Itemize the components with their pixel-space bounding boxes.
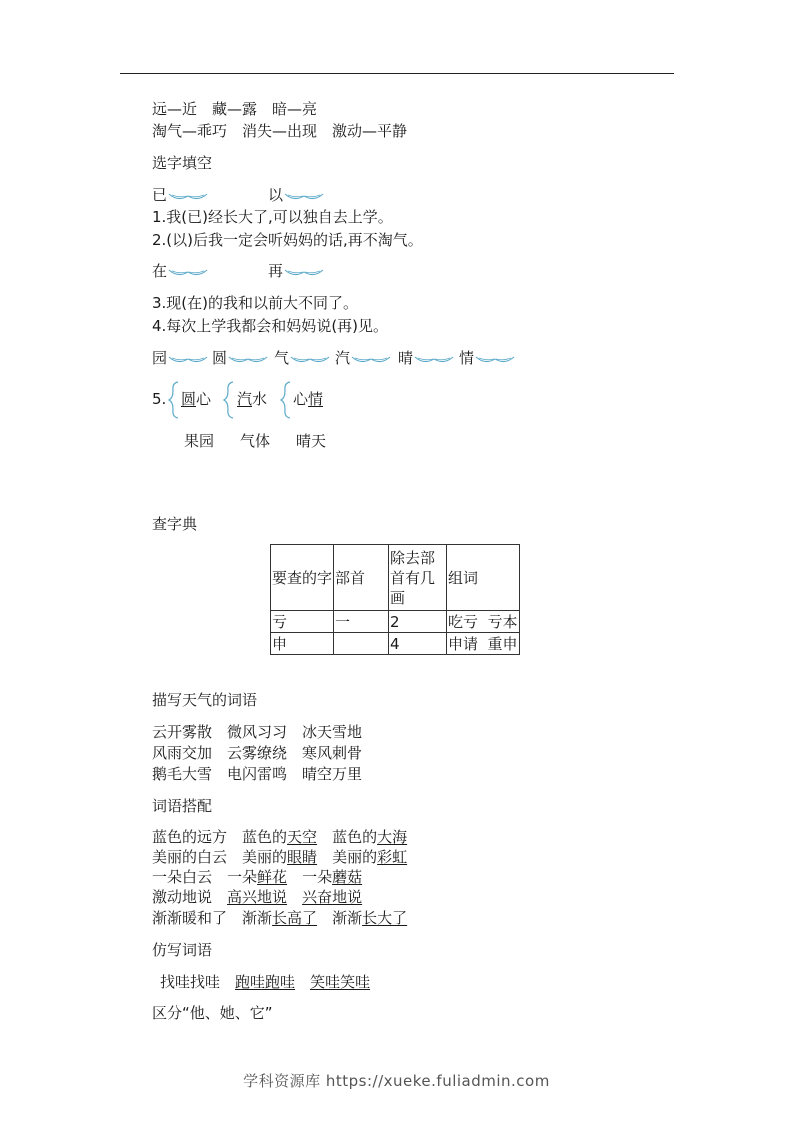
- char-group-1-a: 已: [152, 185, 208, 205]
- char-group-3-item: 圆: [212, 348, 268, 368]
- table-cell: 吃亏 亏本: [448, 612, 518, 631]
- weather-line: 云开雾散 微风习习 冰天雪地: [152, 723, 363, 741]
- weather-line: 鹅毛大雪 电闪雷鸣 晴空万里: [152, 765, 363, 783]
- leaf-blank-icon: [284, 190, 324, 202]
- section-heading-imitate: 仿写词语: [152, 941, 213, 959]
- footer-watermark: 学科资源库 https://xueke.fuliadmin.com: [243, 1072, 550, 1090]
- table-row: [271, 633, 520, 655]
- leaf-blank-icon: [168, 190, 208, 202]
- pair-1-bottom: 果园: [184, 432, 215, 450]
- pair-2-top: 汽水: [237, 390, 268, 408]
- weather-line: 风雨交加 云雾缭绕 寒风刺骨: [152, 744, 363, 762]
- char-group-3-item: 晴: [398, 348, 454, 368]
- section-heading-dictionary: 查字典: [152, 515, 198, 533]
- leaf-blank-icon: [290, 353, 330, 365]
- pair-2-bottom: 气体: [240, 432, 271, 450]
- collocation-line-5: 渐渐暖和了 渐渐长高了 渐渐长大了: [152, 909, 408, 927]
- leaf-blank-icon: [414, 353, 454, 365]
- collocation-line-3: 一朵白云 一朵鲜花 一朵蘑菇: [152, 868, 363, 886]
- table-cell: 申: [271, 633, 334, 655]
- table-cell: 一: [334, 611, 389, 633]
- imitate-line: 找哇找哇 跑哇跑哇 笑哇笑哇: [160, 973, 371, 991]
- pair-3-bottom: 晴天: [296, 432, 327, 450]
- table-header-cell: 组词: [447, 545, 520, 611]
- leaf-blank-icon: [168, 353, 208, 365]
- sentence-1: 1.我(已)经长大了,可以独自去上学。: [152, 208, 393, 226]
- item-5-number: 5.: [152, 390, 167, 408]
- table-cell: 2: [389, 611, 447, 633]
- leaf-blank-icon: [228, 353, 268, 365]
- table-header-row: [271, 545, 520, 611]
- char-group-3-item: 汽: [335, 348, 391, 368]
- leaf-blank-icon: [351, 353, 391, 365]
- dictionary-table: [270, 544, 520, 655]
- left-brace-icon: [279, 380, 293, 420]
- collocation-line-2: 美丽的白云 美丽的眼睛 美丽的彩虹: [152, 848, 408, 866]
- char-group-3-item: 情: [459, 348, 515, 368]
- char-group-1-b: 以: [268, 185, 324, 205]
- char-group-3-item: 气: [274, 348, 330, 368]
- char-group-2-b: 再: [268, 261, 324, 281]
- table-header-cell: 部首: [334, 545, 389, 611]
- pair-1-top: 圆心: [181, 390, 212, 408]
- leaf-blank-icon: [168, 266, 208, 278]
- table-header-cell: 除去部首有几画: [389, 545, 447, 611]
- section-heading-select-fill: 选字填空: [152, 154, 213, 172]
- table-cell: 亏: [271, 611, 334, 633]
- table-cell: 4: [389, 633, 447, 655]
- header-rule: [120, 73, 674, 74]
- collocation-line-1: 蓝色的远方 蓝色的天空 蓝色的大海: [152, 828, 408, 846]
- table-header-cell: 要查的字: [271, 545, 334, 611]
- pair-3-top: 心情: [293, 390, 324, 408]
- left-brace-icon: [167, 380, 181, 420]
- table-cell: [334, 633, 389, 655]
- sentence-2: 2.(以)后我一定会听妈妈的话,再不淘气。: [152, 231, 423, 249]
- leaf-blank-icon: [284, 266, 324, 278]
- section-heading-collocation: 词语搭配: [152, 797, 213, 815]
- left-brace-icon: [222, 380, 236, 420]
- collocation-line-4: 激动地说 高兴地说 兴奋地说: [152, 888, 363, 906]
- leaf-blank-icon: [475, 353, 515, 365]
- table-cell: 申请 重申: [448, 634, 518, 653]
- antonym-line-2: 淘气—乖巧 消失—出现 激动—平静: [152, 122, 408, 140]
- section-heading-weather: 描写天气的词语: [152, 691, 258, 709]
- table-row: [271, 611, 520, 633]
- sentence-3: 3.现(在)的我和以前大不同了。: [152, 294, 359, 312]
- char-group-3-item: 园: [152, 348, 208, 368]
- antonym-line-1: 远—近 藏—露 暗—亮: [152, 100, 318, 118]
- char-group-2-a: 在: [152, 261, 208, 281]
- sentence-4: 4.每次上学我都会和妈妈说(再)见。: [152, 317, 389, 335]
- section-heading-distinguish: 区分“他、她、它”: [152, 1004, 273, 1022]
